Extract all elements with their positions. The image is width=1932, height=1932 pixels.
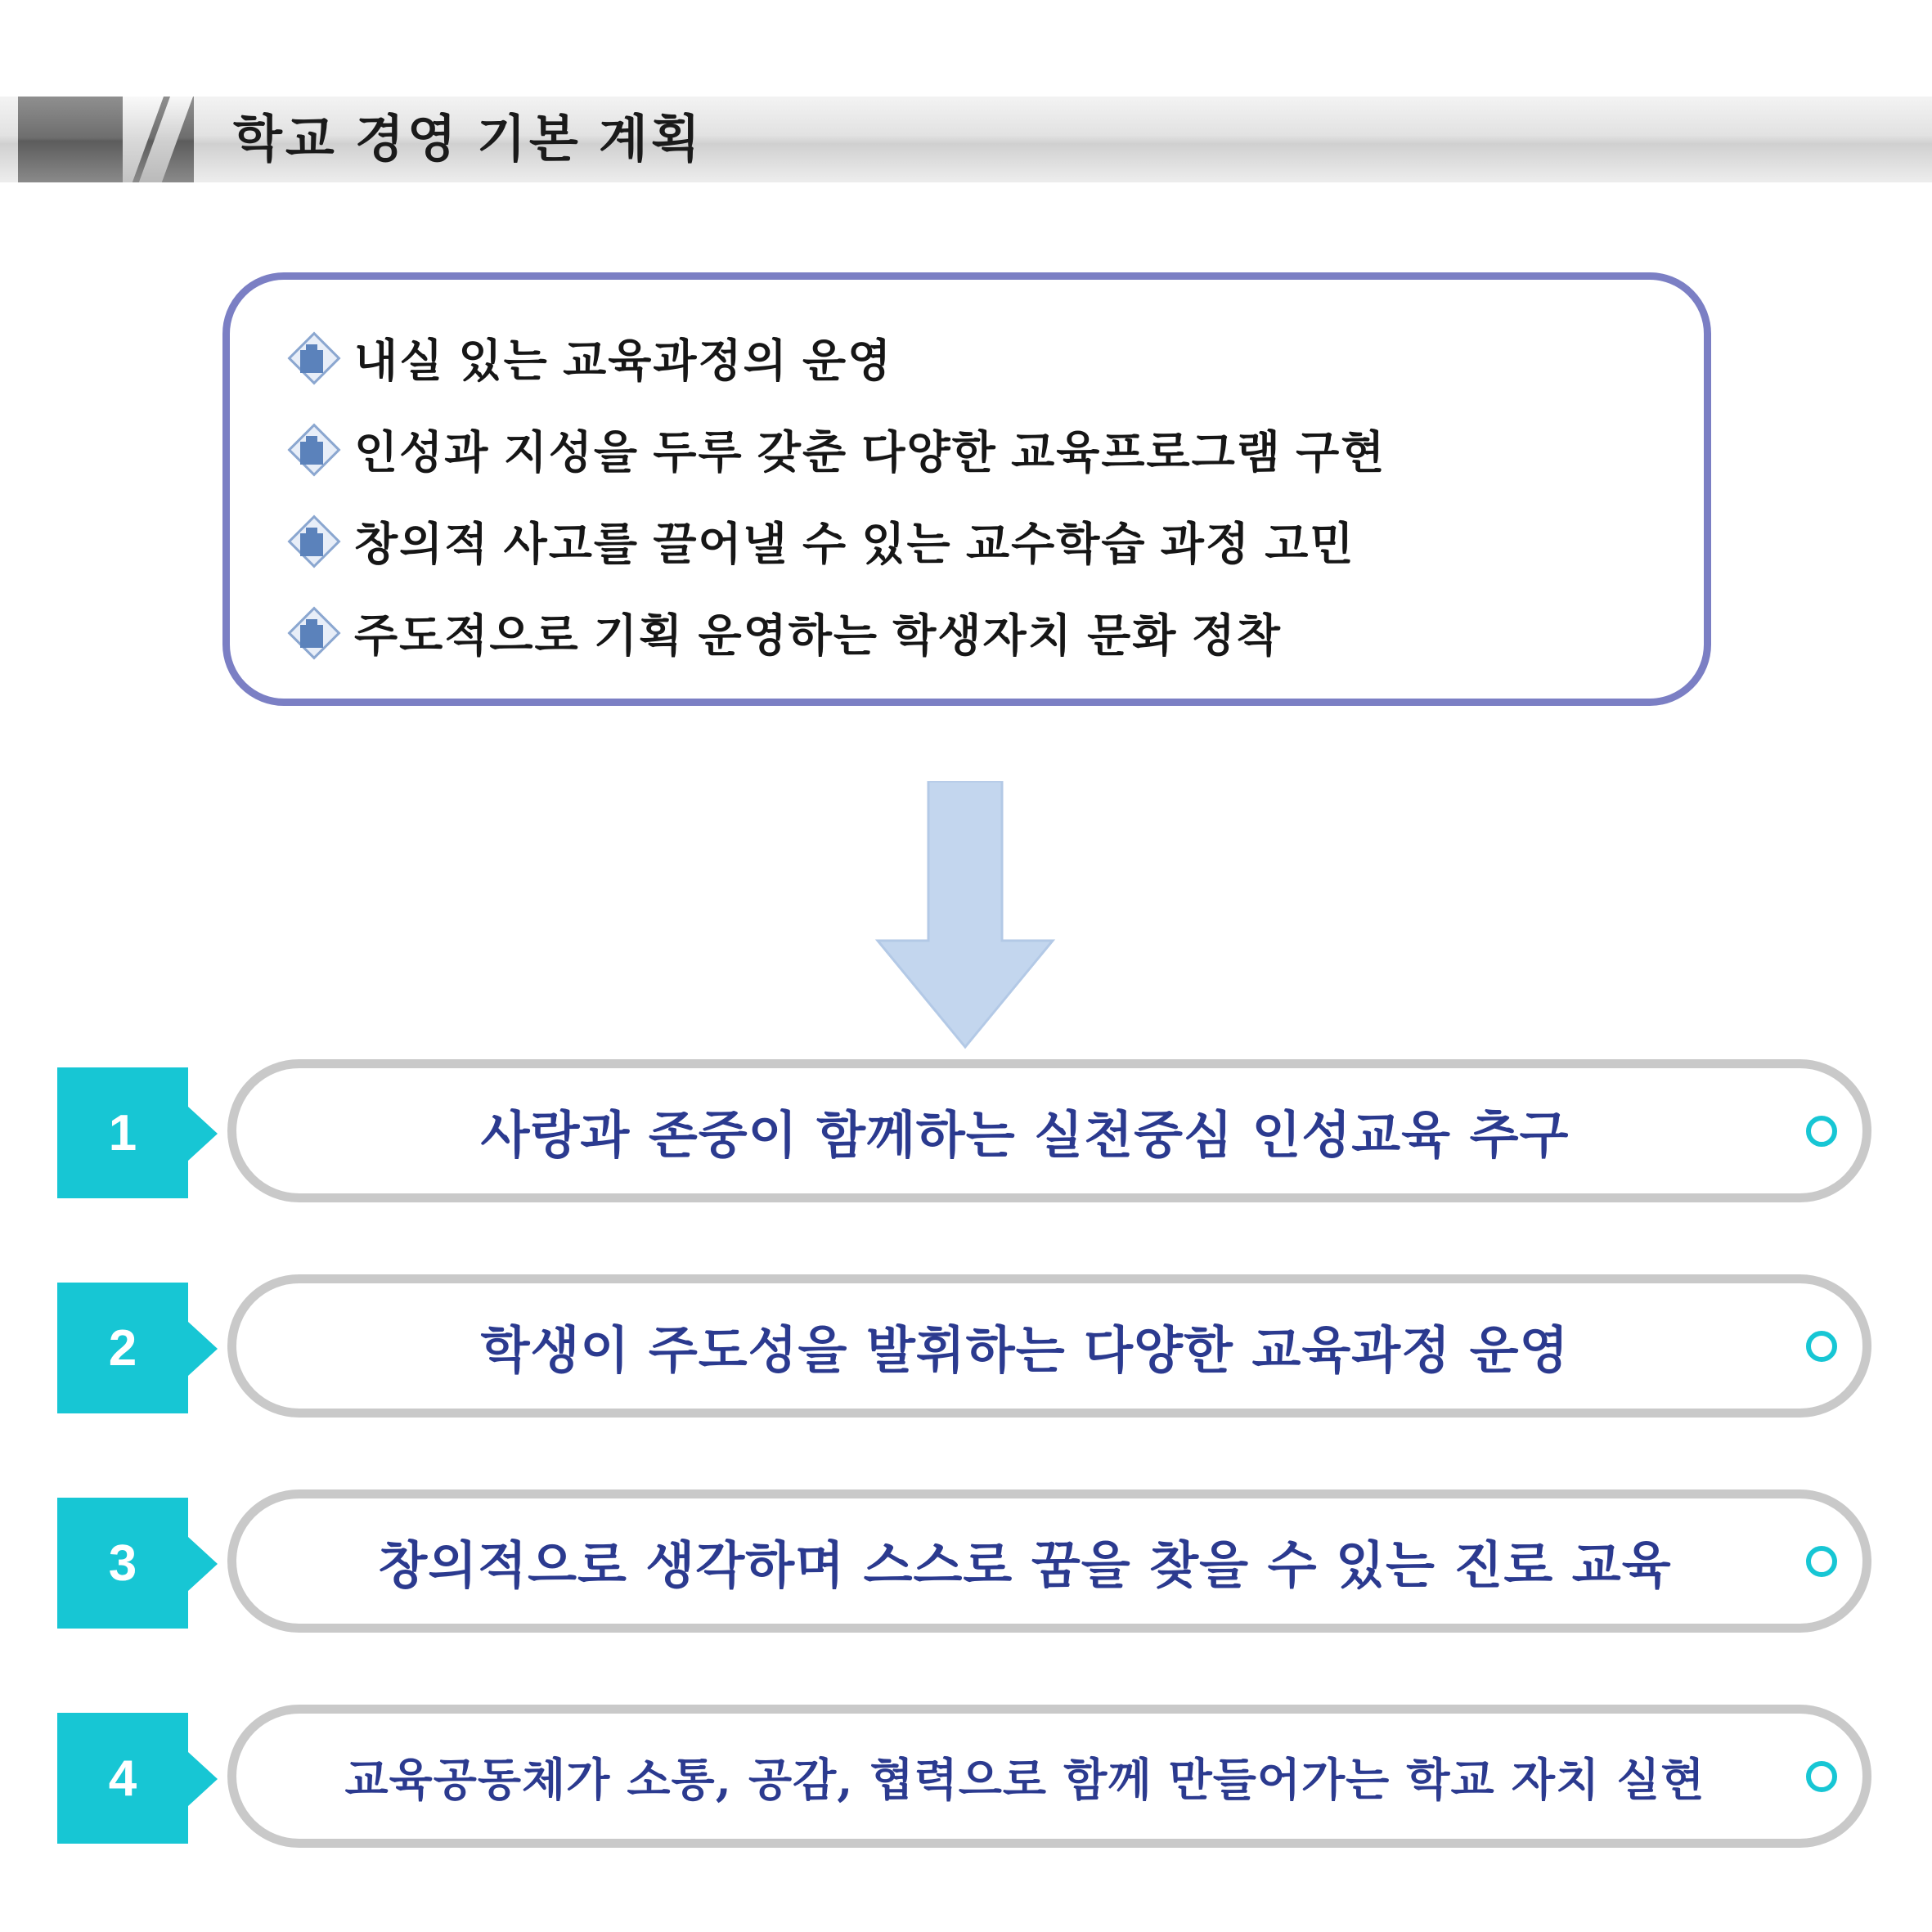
header-slash-decoration <box>123 97 221 182</box>
strategy-pill[interactable] <box>227 1489 1871 1633</box>
strategy-label: 창의적으로 생각하며 스스로 꿈을 찾을 수 있는 진로 교육 <box>378 1535 1672 1595</box>
page-title: 학교 경영 기본 계획 <box>233 111 703 168</box>
circle-marker-icon <box>1781 1116 1862 1147</box>
badge-arrow-icon <box>188 1537 218 1591</box>
diamond-bullet-icon <box>287 514 338 565</box>
strategy-label: 교육공동체가 소통, 공감, 협력으로 함께 만들어가는 학교 자치 실현 <box>344 1753 1705 1806</box>
row-number-badge: 4 <box>57 1713 188 1844</box>
circle-marker-icon <box>1781 1761 1862 1792</box>
row-number-badge: 1 <box>57 1067 188 1198</box>
badge-arrow-icon <box>188 1107 218 1161</box>
list-item <box>0 1274 1932 1422</box>
down-arrow-icon <box>871 781 1059 1051</box>
diamond-bullet-icon <box>287 331 338 382</box>
row-number-badge: 3 <box>57 1498 188 1629</box>
list-item <box>287 586 1679 677</box>
strategy-label: 학생이 주도성을 발휘하는 다양한 교육과정 운영 <box>480 1320 1570 1380</box>
strategy-pill[interactable] <box>227 1705 1871 1848</box>
strategy-list <box>0 1059 1932 1920</box>
goal-list <box>287 311 1679 677</box>
circle-marker-icon <box>1781 1331 1862 1362</box>
badge-arrow-icon <box>188 1752 218 1806</box>
circle-marker-icon <box>1781 1546 1862 1577</box>
list-item <box>287 402 1679 494</box>
list-item <box>287 311 1679 402</box>
goal-item-label: 내실 있는 교육과정의 운영 <box>354 335 893 386</box>
slide-header <box>0 97 1932 182</box>
goal-item-label: 창의적 사고를 끌어낼 수 있는 교수학습 과정 고민 <box>354 518 1355 569</box>
list-item <box>0 1705 1932 1852</box>
diamond-bullet-icon <box>287 423 338 474</box>
list-item <box>287 494 1679 586</box>
strategy-pill[interactable] <box>227 1059 1871 1202</box>
diamond-bullet-icon <box>287 606 338 657</box>
strategy-pill[interactable] <box>227 1274 1871 1418</box>
row-number-badge: 2 <box>57 1283 188 1413</box>
badge-arrow-icon <box>188 1322 218 1376</box>
strategy-label: 사랑과 존중이 함께하는 실천중심 인성교육 추구 <box>480 1105 1570 1165</box>
goal-item-label: 인성과 지성을 두루 갖춘 다양한 교육프로그램 구현 <box>354 426 1386 478</box>
goal-box <box>222 272 1711 706</box>
goal-item-label: 주도적으로 기획 운영하는 학생자치 문화 정착 <box>354 609 1282 661</box>
list-item <box>0 1059 1932 1206</box>
list-item <box>0 1489 1932 1637</box>
